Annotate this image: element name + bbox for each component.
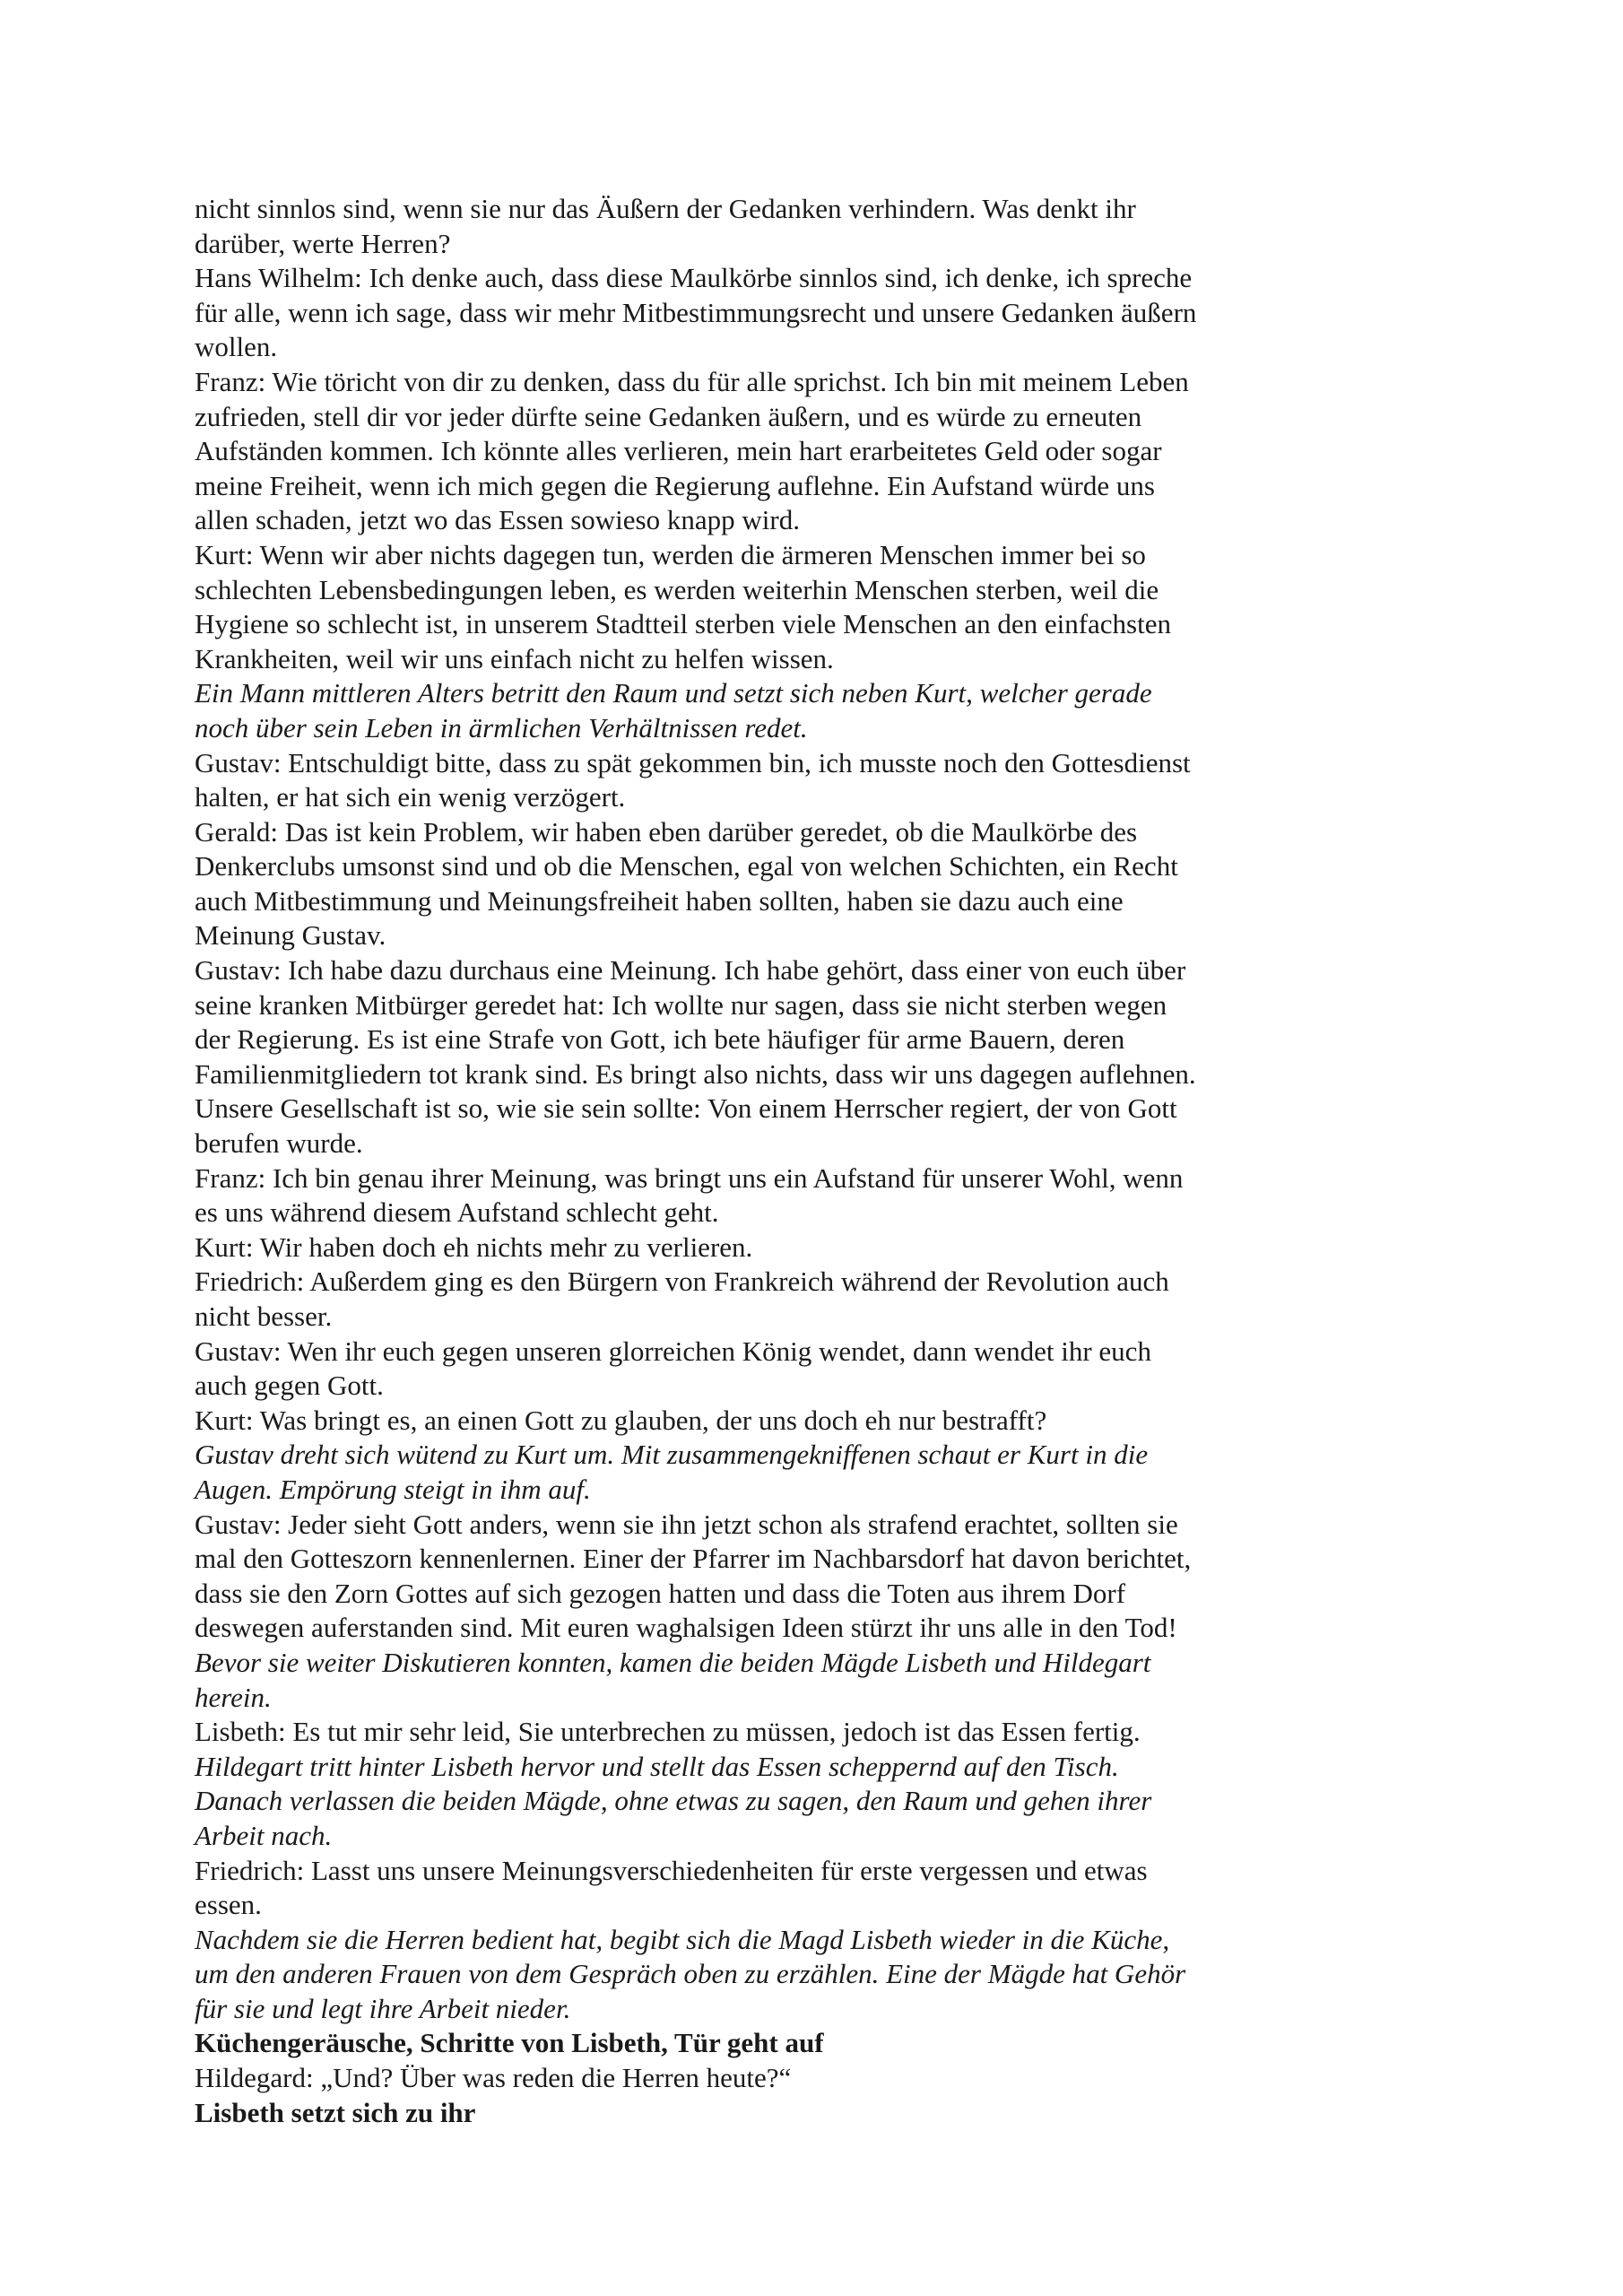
dialogue-line: Gustav: Wen ihr euch gegen unseren glorreichen König wendet, dann wendet ihr euch auch gegen Gott.: [195, 1335, 1151, 1402]
dialogue-line: Kurt: Wenn wir aber nichts dagegen tun, werden die ärmeren Menschen immer bei so schlechten Lebensbedingungen leben, es werden weiterhin Menschen sterben, weil die Hygiene so schlecht ist, in unserem Stadtteil sterben viele Menschen an den einfachsten Krankheiten, weil wir uns einfach nicht zu helfen wissen.: [195, 538, 1171, 674]
dialogue-line: Kurt: Wir haben doch eh nichts mehr zu verlieren.: [195, 1231, 753, 1263]
dialogue-line: Hans Wilhelm: Ich denke auch, dass diese Maulkörbe sinnlos sind, ich denke, ich spreche für alle, wenn ich sage, dass wir mehr Mitbestimmungsrecht und unsere Gedanken äußern wollen.: [195, 262, 1197, 363]
stage-direction: Gustav dreht sich wütend zu Kurt um. Mit zusammengekniffenen schaut er Kurt in die Augen. Empörung steigt in ihm auf.: [195, 1439, 1149, 1505]
dialogue-line: Franz: Wie töricht von dir zu denken, dass du für alle sprichst. Ich bin mit meinem Leben zufrieden, stell dir vor jeder dürfte seine Gedanken äußern, und es würde zu erneuten Aufständen kommen. Ich könnte alles verlieren, mein hart erarbeitetes Geld oder sogar meine Freiheit, wenn ich mich gegen die Regierung auflehne. Ein Aufstand würde uns allen schaden, jetzt wo das Essen sowieso knapp wird.: [195, 365, 1189, 536]
stage-direction: Nachdem sie die Herren bedient hat, begibt sich die Magd Lisbeth wieder in die Küche, um den anderen Frauen von dem Gespräch oben zu erzählen. Eine der Mägde hat Gehör für sie und legt ihre Arbeit nieder.: [195, 1923, 1186, 2024]
dialogue-line: Lisbeth: Es tut mir sehr leid, Sie unterbrechen zu müssen, jedoch ist das Essen fertig.: [195, 1716, 1141, 1748]
dialogue-line: nicht sinnlos sind, wenn sie nur das Äußern der Gedanken verhindern. Was denkt ihr darüber, werte Herren?: [195, 193, 1136, 259]
sound-cue: Lisbeth setzt sich zu ihr: [195, 2096, 476, 2128]
dialogue-line: Friedrich: Lasst uns unsere Meinungsverschiedenheiten für erste vergessen und etwas essen.: [195, 1854, 1148, 1921]
dialogue-line: Friedrich: Außerdem ging es den Bürgern von Frankreich während der Revolution auch nicht besser.: [195, 1265, 1169, 1332]
stage-direction: Bevor sie weiter Diskutieren konnten, kamen die beiden Mägde Lisbeth und Hildegart herein.: [195, 1646, 1151, 1713]
dialogue-line: Hildegard: „Und? Über was reden die Herren heute?“: [195, 2062, 792, 2094]
dialogue-line: Gustav: Ich habe dazu durchaus eine Meinung. Ich habe gehört, dass einer von euch über seine kranken Mitbürger geredet hat: Ich wollte nur sagen, dass sie nicht sterben wegen der Regierung. Es ist eine Strafe von Gott, ich bete häufiger für arme Bauern, deren Familienmitgliedern tot krank sind. Es bringt also nichts, dass wir uns dagegen auflehnen. Unsere Gesellschaft ist so, wie sie sein sollte: Von einem Herrscher regiert, der von Gott berufen wurde.: [195, 954, 1196, 1160]
dialogue-line: Franz: Ich bin genau ihrer Meinung, was bringt uns ein Aufstand für unserer Wohl, wenn es uns während diesem Aufstand schlecht geht.: [195, 1161, 1184, 1229]
stage-direction: Ein Mann mittleren Alters betritt den Raum und setzt sich neben Kurt, welcher gerade noch über sein Leben in ärmlichen Verhältnissen redet.: [195, 677, 1152, 744]
stage-direction: Hildegart tritt hinter Lisbeth hervor und stellt das Essen scheppernd auf den Tisch. Danach verlassen die beiden Mägde, ohne etwas zu sagen, den Raum und gehen ihrer Arbeit nach.: [195, 1750, 1152, 1851]
script-text: [195, 192, 1354, 2130]
dialogue-line: Kurt: Was bringt es, an einen Gott zu glauben, der uns doch eh nur bestrafft?: [195, 1404, 1047, 1436]
dialogue-line: Gustav: Jeder sieht Gott anders, wenn sie ihn jetzt schon als strafend erachtet, sollten sie mal den Gotteszorn kennenlernen. Einer der Pfarrer im Nachbarsdorf hat davon berichtet, dass sie den Zorn Gottes auf sich gezogen hatten und dass die Toten aus ihrem Dorf deswegen auferstanden sind. Mit euren waghalsigen Ideen stürzt ihr uns alle in den Tod!: [195, 1508, 1192, 1644]
sound-cue: Küchengeräusche, Schritte von Lisbeth, Tür geht auf: [195, 2027, 824, 2059]
dialogue-line: Gerald: Das ist kein Problem, wir haben eben darüber geredet, ob die Maulkörbe des Denkerclubs umsonst sind und ob die Menschen, egal von welchen Schichten, ein Recht auch Mitbestimmung und Meinungsfreiheit haben sollten, haben sie dazu auch eine Meinung Gustav.: [195, 815, 1178, 952]
dialogue-line: Gustav: Entschuldigt bitte, dass zu spät gekommen bin, ich musste noch den Gottesdienst halten, er hat sich ein wenig verzögert.: [195, 746, 1191, 813]
